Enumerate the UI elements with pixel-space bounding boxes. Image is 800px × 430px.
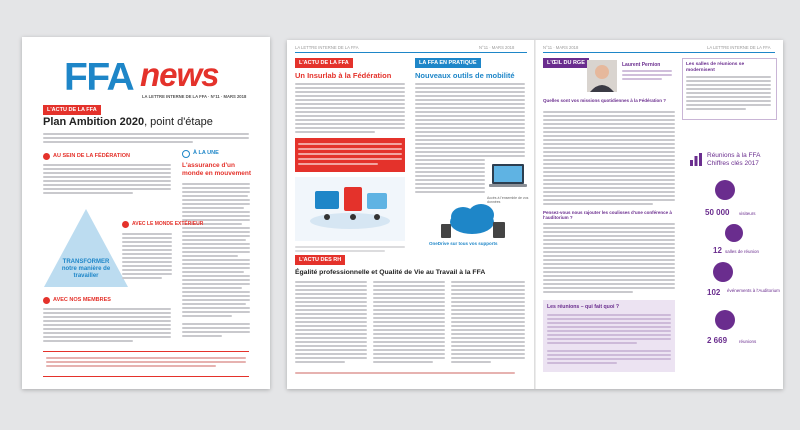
a-la-une-label: À LA UNE: [193, 150, 219, 156]
meetings-box-title: Les réunions – qui fait quoi ?: [547, 304, 620, 310]
interviewee-portrait: [587, 60, 617, 92]
right-page-number: N°11 · MARS 2018: [543, 45, 579, 50]
interview-question-2: Pensez-vous nous rajouter les coulisses d'une conférence à l'auditorium ?: [543, 210, 672, 220]
spread-fold: [534, 40, 536, 389]
section-federation-title: AU SEIN DE LA FÉDÉRATION: [53, 153, 131, 159]
cover-headline: [43, 116, 213, 128]
insurlab-tag: L'ACTU DE LA FFA: [295, 58, 353, 68]
right-page-header: LA LETTRE INTERNE DE LA FFA: [707, 45, 771, 50]
section-monde-icon: [122, 221, 129, 228]
insurlab-title: Un Insurlab à la Fédération: [295, 71, 392, 80]
stat-rooms-value: 12: [713, 246, 722, 255]
interviewee-name: Laurent Pernion: [622, 62, 661, 68]
rooms-icon: [725, 224, 743, 242]
cover-headline-main: Plan Ambition 2020: [43, 116, 145, 128]
aside-title: Les salles de réunions se modernisent: [686, 62, 745, 73]
stat-rooms-label: salles de réunion: [725, 249, 760, 254]
stat-visitors-value: 50 000: [705, 208, 730, 217]
stat-visitors-label: visiteurs: [739, 211, 756, 216]
interview-question-1: Quelles sont vos missions quotidiennes à la Fédération ?: [543, 98, 667, 103]
device-caption: Accès à l'ensemble de vos données: [487, 196, 529, 204]
section-membres-title: AVEC NOS MEMBRES: [53, 297, 111, 303]
section-federation-icon: [43, 153, 50, 160]
stat-events-value: 102: [707, 288, 721, 297]
triangle-label: TRANSFORMER notre manière de travailler: [61, 259, 111, 279]
cover-headline-suffix: , point d'étape: [144, 116, 213, 128]
stat-events-label: événements à l'Auditorium: [727, 288, 780, 293]
rh-tag: L'ACTU DES RH: [295, 255, 345, 265]
newsletter-inner-spread: [287, 40, 783, 389]
events-icon: [713, 262, 733, 282]
stat-meetings-value: 2 669: [707, 336, 728, 345]
section-monde-title: AVEC LE MONDE EXTÉRIEUR: [132, 221, 204, 227]
cover-tag: L'ACTU DE LA FFA: [43, 105, 101, 115]
a-la-une-badge: [182, 150, 190, 158]
stat-meetings-label: réunions: [739, 339, 757, 344]
mobility-title: Nouveaux outils de mobilité: [415, 71, 515, 80]
newsletter-cover-page: [22, 37, 270, 389]
onedrive-caption: OneDrive sur tous vos supports: [429, 241, 498, 246]
interview-tag: L'ŒIL DU RGE: [543, 58, 589, 68]
meetings-icon: [715, 310, 735, 330]
rh-title: Égalité professionnelle et Qualité de Vie au Travail à la FFA: [295, 269, 486, 276]
stats-chart-icon: [689, 152, 703, 166]
insurlab-illustration: [295, 177, 405, 241]
sidebar-title: L'assurance d'un monde en mouvement: [182, 162, 251, 177]
cover-subtitle: LA LETTRE INTERNE DE LA FFA · N°11 · MARS 2018: [142, 94, 247, 99]
section-membres-icon: [43, 297, 50, 304]
visitors-icon: [715, 180, 735, 200]
onedrive-illustration: [437, 200, 507, 238]
stats-title: Réunions à la FFA Chiffres clés 2017: [707, 152, 761, 167]
left-page-header: LA LETTRE INTERNE DE LA FFA: [295, 45, 359, 50]
mobility-tag: LA FFA EN PRATIQUE: [415, 58, 481, 68]
news-logo: news: [140, 56, 219, 93]
left-page-number: N°11 · MARS 2018: [479, 45, 515, 50]
cover-footer-box: [43, 351, 249, 377]
laptop-illustration: [489, 162, 527, 194]
ffa-logo: FFA: [64, 56, 134, 99]
